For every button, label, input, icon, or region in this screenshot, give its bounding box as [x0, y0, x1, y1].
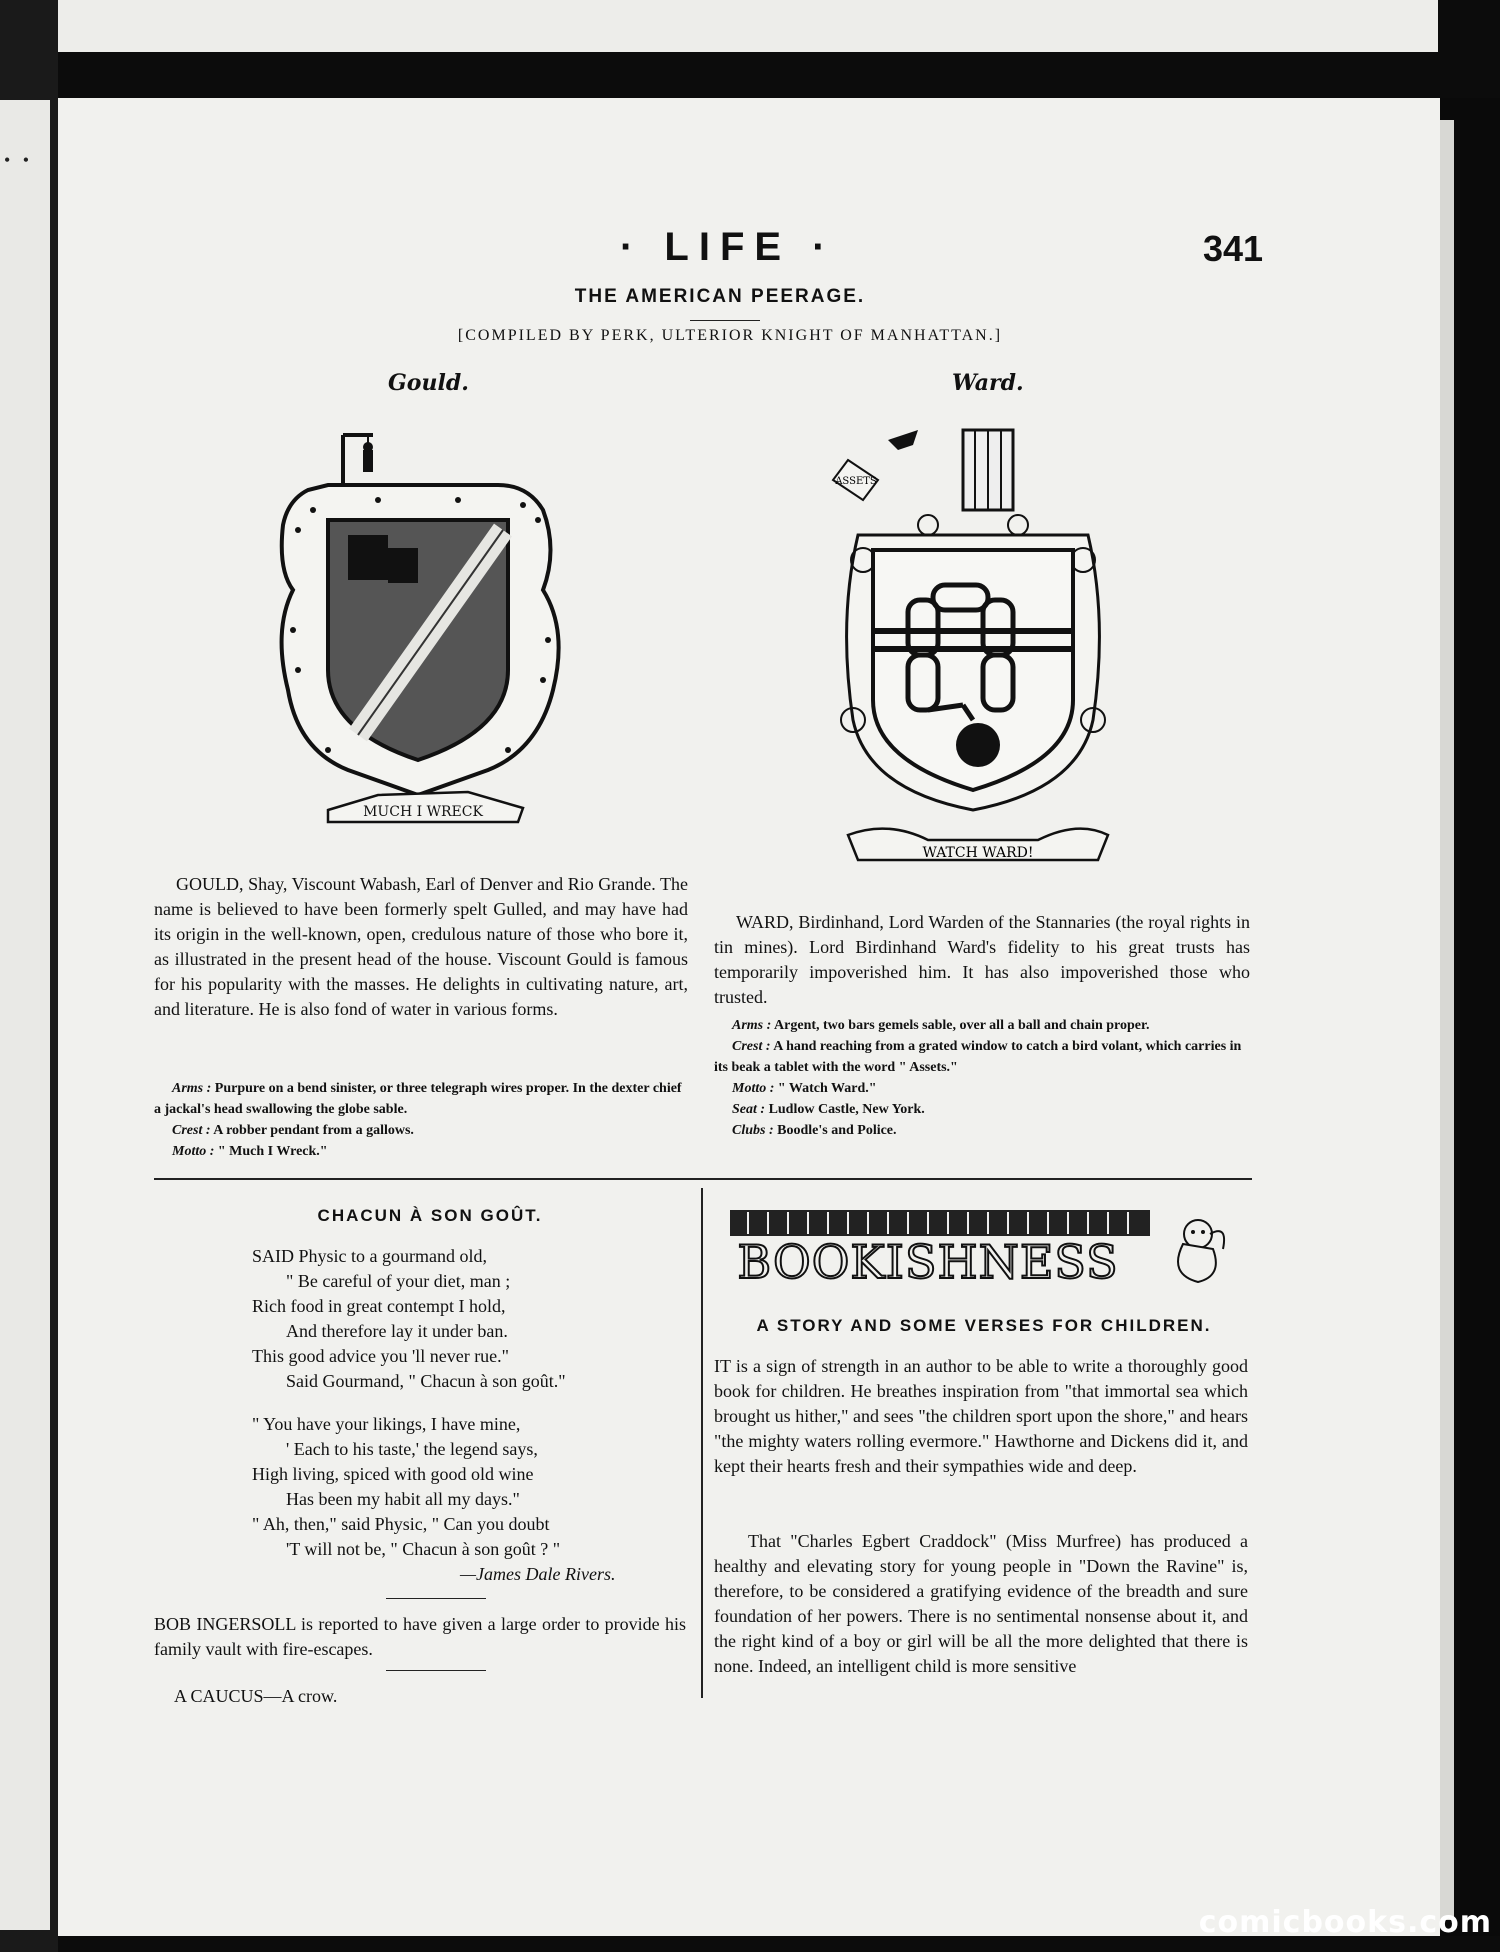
page-number: 341	[1203, 228, 1264, 269]
gould-paragraph: Shay, Viscount Wabash, Earl of Denver and Rio Grande. The name is believed to have been formerly spelt Gulled, and may have had its origin in the well-known, open, credulous nature of those who bore it, as illustrated in the present head of the house. Viscount Gould is famous for his popularity with the masses. He delights in cultivating nature, art, and literature. He is also fond of water in various forms.	[154, 874, 689, 1019]
gould-motto: " Much I Wreck."	[217, 1144, 328, 1159]
grated-window-icon	[963, 430, 1013, 510]
ward-coat-of-arms	[808, 420, 1138, 880]
gould-name-lead: GOULD	[176, 874, 239, 894]
masthead: · LIFE ·	[620, 225, 836, 269]
title-rule	[690, 320, 760, 321]
ward-scroll-motto: WATCH WARD!	[922, 845, 1034, 861]
poem-credit: —James Dale Rivers.	[460, 1564, 616, 1584]
bookishness-banner-text: BOOKISHNESS	[737, 1235, 1119, 1288]
poem-line: " Be careful of your diet, man ;	[286, 1271, 511, 1291]
gallows-icon	[343, 435, 373, 485]
cherub-icon	[1178, 1220, 1224, 1282]
bookishness-heading: A STORY AND SOME VERSES FOR CHILDREN.	[756, 1316, 1212, 1335]
site-watermark: comicbooks.com	[1198, 1905, 1492, 1940]
bookishness-paragraph-2: That "Charles Egbert Craddock" (Miss Murfree) has produced a healthy and elevating story for young people in "Down the Ravine" is, therefore, to be considered a gratifying evidence of the breadth and sure foundation of her powers. There is no sentimental nonsense about it, and the right kind of a boy or girl will be all the more delighted that there is none. Indeed, an intelligent child is more sensitive	[714, 1531, 1248, 1676]
ward-crest: A hand reaching from a grated window to catch a bird volant, which carries in its beak a tablet with the word " Assets."	[714, 1039, 1242, 1075]
gould-arms: Purpure on a bend sinister, or three telegraph wires proper. In the dexter chief a jackal's head swallowing the globe sable.	[154, 1081, 682, 1117]
ward-heading: Ward.	[952, 370, 1024, 396]
caucus-item: A CAUCUS—A crow.	[174, 1686, 338, 1706]
ward-entry: WARD, Birdinhand, Lord Warden of the Stannaries (the royal rights in tin mines). Lord Birdinhand Ward's fidelity to his great trusts has temporarily impoverished him. It has also impoverished those who trusted.	[714, 912, 1250, 1007]
ward-name-lead: WARD	[736, 912, 789, 932]
page-right-edge	[1440, 120, 1454, 1920]
poem-line: Has been my habit all my days."	[286, 1489, 520, 1509]
ward-seat: Ludlow Castle, New York.	[768, 1102, 925, 1117]
ward-crest-label: Crest :	[732, 1039, 771, 1054]
poem-line: High living, spiced with good old wine	[252, 1464, 534, 1484]
page-title: THE AMERICAN PEERAGE.	[574, 286, 866, 307]
small-rule	[386, 1670, 486, 1671]
poem-stanza-2	[252, 1412, 672, 1562]
poem-line: SAID Physic to a gourmand old,	[252, 1246, 487, 1266]
ward-motto-label: Motto :	[732, 1081, 775, 1096]
section-divider	[154, 1178, 1252, 1180]
bob-ingersoll-item: BOB INGERSOLL is reported to have given a large order to provide his family vault with fire-escapes.	[154, 1614, 686, 1659]
ward-blazon	[714, 1015, 1250, 1141]
gould-motto-label: Motto :	[172, 1144, 215, 1159]
ward-arms: Argent, two bars gemels sable, over all a ball and chain proper.	[774, 1018, 1150, 1033]
poem-line: ' Each to his taste,' the legend says,	[286, 1439, 538, 1459]
gould-arms-label: Arms :	[172, 1081, 212, 1096]
ward-clubs: Boodle's and Police.	[777, 1123, 897, 1138]
ward-paragraph: Birdinhand, Lord Warden of the Stannaries (the royal rights in tin mines). Lord Birdinhand Ward's fidelity to his great trusts has temporarily impoverished him. It has also impoverished those who trusted.	[714, 912, 1250, 1007]
gould-blazon	[154, 1078, 688, 1162]
bookishness-banner	[728, 1204, 1228, 1288]
ward-motto: " Watch Ward."	[777, 1081, 877, 1096]
ward-arms-label: Arms :	[732, 1018, 772, 1033]
gould-coat-of-arms	[268, 430, 578, 830]
gould-crest: A robber pendant from a gallows.	[213, 1123, 414, 1138]
small-rule	[386, 1598, 486, 1599]
poem-title: CHACUN À SON GOÛT.	[317, 1206, 543, 1225]
poem-line: " Ah, then," said Physic, " Can you doubt	[252, 1514, 550, 1534]
poem-line: 'T will not be, " Chacun à son goût ? "	[286, 1539, 561, 1559]
ward-seat-label: Seat :	[732, 1102, 766, 1117]
previous-page-edge	[58, 0, 1438, 52]
gould-heading: Gould.	[388, 370, 469, 396]
poem-line: And therefore lay it under ban.	[286, 1321, 508, 1341]
bird-icon	[888, 430, 918, 450]
compiled-by-line: [COMPILED BY PERK, ULTERIOR KNIGHT OF MANHATTAN.]	[457, 327, 1003, 344]
assets-tablet: ASSETS	[835, 476, 877, 487]
page-edge-marks: • •	[4, 150, 34, 170]
poem-line: Said Gourmand, " Chacun à son goût."	[286, 1371, 566, 1391]
bookishness-paragraph-1: IT is a sign of strength in an author to be able to write a thoroughly good book for children. He breathes inspiration from "that immortal sea which brought us hither," and sees "the children sport upon the shore," and hears "the mighty waters rolling evermore." Hawthorne and Dickens did it, and kept their hearts fresh and their sympathies wide and deep.	[714, 1356, 1248, 1476]
adjacent-page-edge	[0, 100, 50, 1930]
gould-crest-label: Crest :	[172, 1123, 211, 1138]
poem-line: " You have your likings, I have mine,	[252, 1414, 521, 1434]
poem-line: Rich food in great contempt I hold,	[252, 1296, 506, 1316]
column-divider	[701, 1188, 703, 1698]
ward-clubs-label: Clubs :	[732, 1123, 774, 1138]
poem-stanza-1	[252, 1244, 672, 1394]
gould-entry: GOULD, Shay, Viscount Wabash, Earl of Denver and Rio Grande. The name is believed to have been formerly spelt Gulled, and may have had its origin in the well-known, open, credulous nature of those who bore it, as illustrated in the present head of the house. Viscount Gould is famous for his popularity with the masses. He delights in cultivating nature, art, and literature. He is also fond of water in various forms.	[154, 874, 689, 1019]
gould-scroll-motto: MUCH I WRECK	[363, 804, 483, 820]
poem-line: This good advice you 'll never rue."	[252, 1346, 510, 1366]
